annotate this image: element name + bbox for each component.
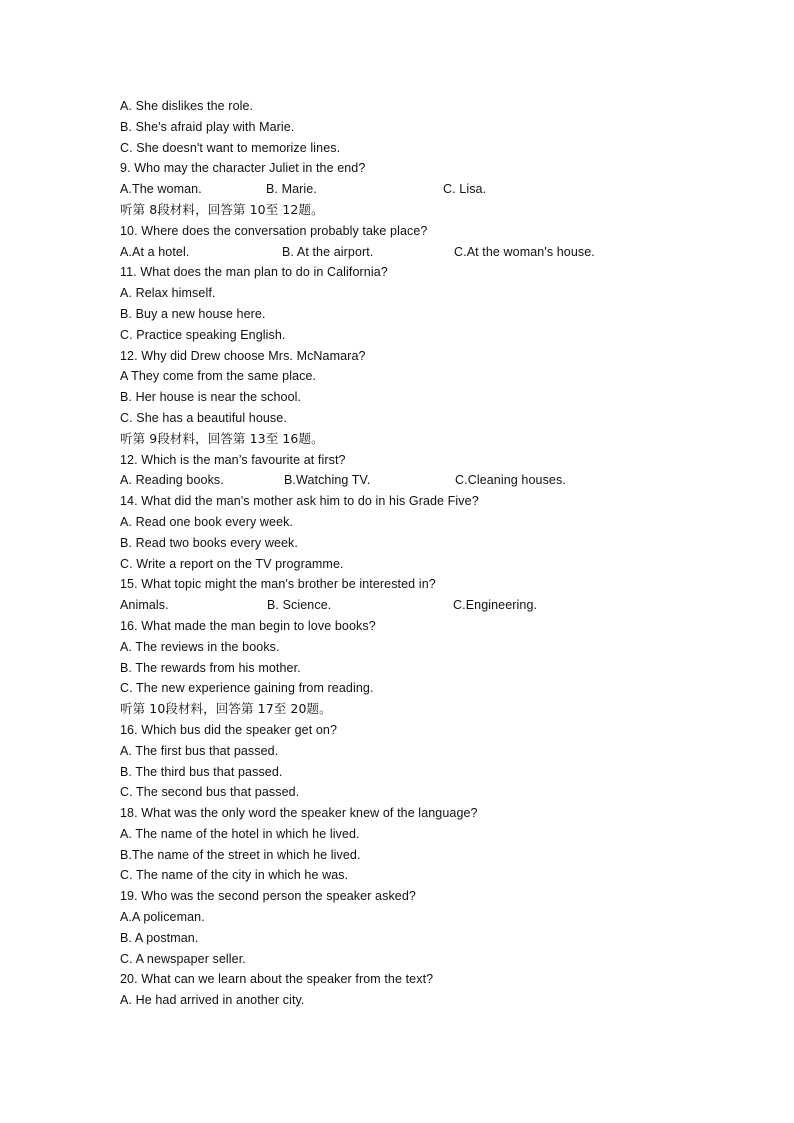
question-18: 18. What was the only word the speaker knew of the language? — [120, 806, 478, 821]
question-16: 16. What made the man begin to love books? — [120, 618, 376, 633]
question-20: 20. What can we learn about the speaker from the text? — [120, 972, 434, 987]
options-row-q10 — [120, 242, 720, 263]
option-b: B. At the airport. — [282, 244, 374, 259]
options-row-q9 — [120, 179, 720, 200]
option-line: A. Relax himself. — [120, 286, 216, 301]
section-heading-10: 听第 10段材料，回答第 17至 20题。 — [120, 701, 332, 717]
option-line: A.A policeman. — [120, 910, 205, 925]
option-a: A.The woman. — [120, 182, 202, 197]
question-17: 16. Which bus did the speaker get on? — [120, 722, 338, 737]
option-a: A.At a hotel. — [120, 244, 190, 259]
section-heading-8: 听第 8段材料，回答第 10至 12题。 — [120, 201, 324, 217]
option-line: B. Read two books every week. — [120, 535, 298, 550]
option-line: A. The first bus that passed. — [120, 743, 279, 758]
option-line: B. The rewards from his mother. — [120, 660, 301, 675]
option-line: A They come from the same place. — [120, 369, 317, 384]
option-line: A. Read one book every week. — [120, 514, 294, 529]
option-line: B. Her house is near the school. — [120, 390, 302, 405]
option-line: C. Practice speaking English. — [120, 327, 286, 342]
option-b: B. Science. — [267, 598, 332, 613]
option-line: B. A postman. — [120, 930, 199, 945]
option-line: C. The new experience gaining from reading. — [120, 681, 374, 696]
option-line: C. She doesn't want to memorize lines. — [120, 140, 341, 155]
option-b: B. Marie. — [266, 182, 317, 197]
listening-questions — [120, 96, 720, 1011]
options-row-q13 — [120, 470, 720, 491]
option-line: A. She dislikes the role. — [120, 99, 254, 113]
option-line: A. He had arrived in another city. — [120, 993, 305, 1008]
question-10: 10. Where does the conversation probably take place? — [120, 223, 428, 238]
question-14: 14. What did the man's mother ask him to do in his Grade Five? — [120, 494, 479, 509]
option-line: B. The third bus that passed. — [120, 764, 283, 779]
option-a: Animals. — [120, 598, 169, 613]
option-line: A. The reviews in the books. — [120, 639, 280, 654]
option-b: B.Watching TV. — [284, 473, 371, 488]
option-line: C. She has a beautiful house. — [120, 410, 287, 425]
option-c: C.At the woman's house. — [454, 244, 595, 259]
option-line: B.The name of the street in which he lived. — [120, 847, 361, 862]
option-line: C. Write a report on the TV programme. — [120, 556, 344, 571]
option-line: B. Buy a new house here. — [120, 306, 266, 321]
option-line: C. The second bus that passed. — [120, 785, 300, 800]
question-15: 15. What topic might the man's brother be interested in? — [120, 577, 436, 592]
option-line: C. A newspaper seller. — [120, 951, 246, 966]
option-c: C.Engineering. — [453, 598, 538, 613]
option-line: A. The name of the hotel in which he lived. — [120, 826, 360, 841]
options-row-q15 — [120, 595, 720, 616]
question-13: 12. Which is the man’s favourite at first? — [120, 452, 346, 467]
question-9: 9. Who may the character Juliet in the end? — [120, 161, 366, 176]
section-heading-9: 听第 9段材料，回答第 13至 16题。 — [120, 430, 324, 446]
question-19: 19. Who was the second person the speaker asked? — [120, 889, 416, 904]
option-c: C. Lisa. — [443, 182, 487, 197]
question-12: 12. Why did Drew choose Mrs. McNamara? — [120, 348, 366, 363]
option-a: A. Reading books. — [120, 473, 224, 488]
option-line: B. She's afraid play with Marie. — [120, 119, 295, 134]
option-c: C.Cleaning houses. — [455, 473, 566, 488]
option-line: C. The name of the city in which he was. — [120, 868, 349, 883]
question-11: 11. What does the man plan to do in California? — [120, 265, 388, 280]
